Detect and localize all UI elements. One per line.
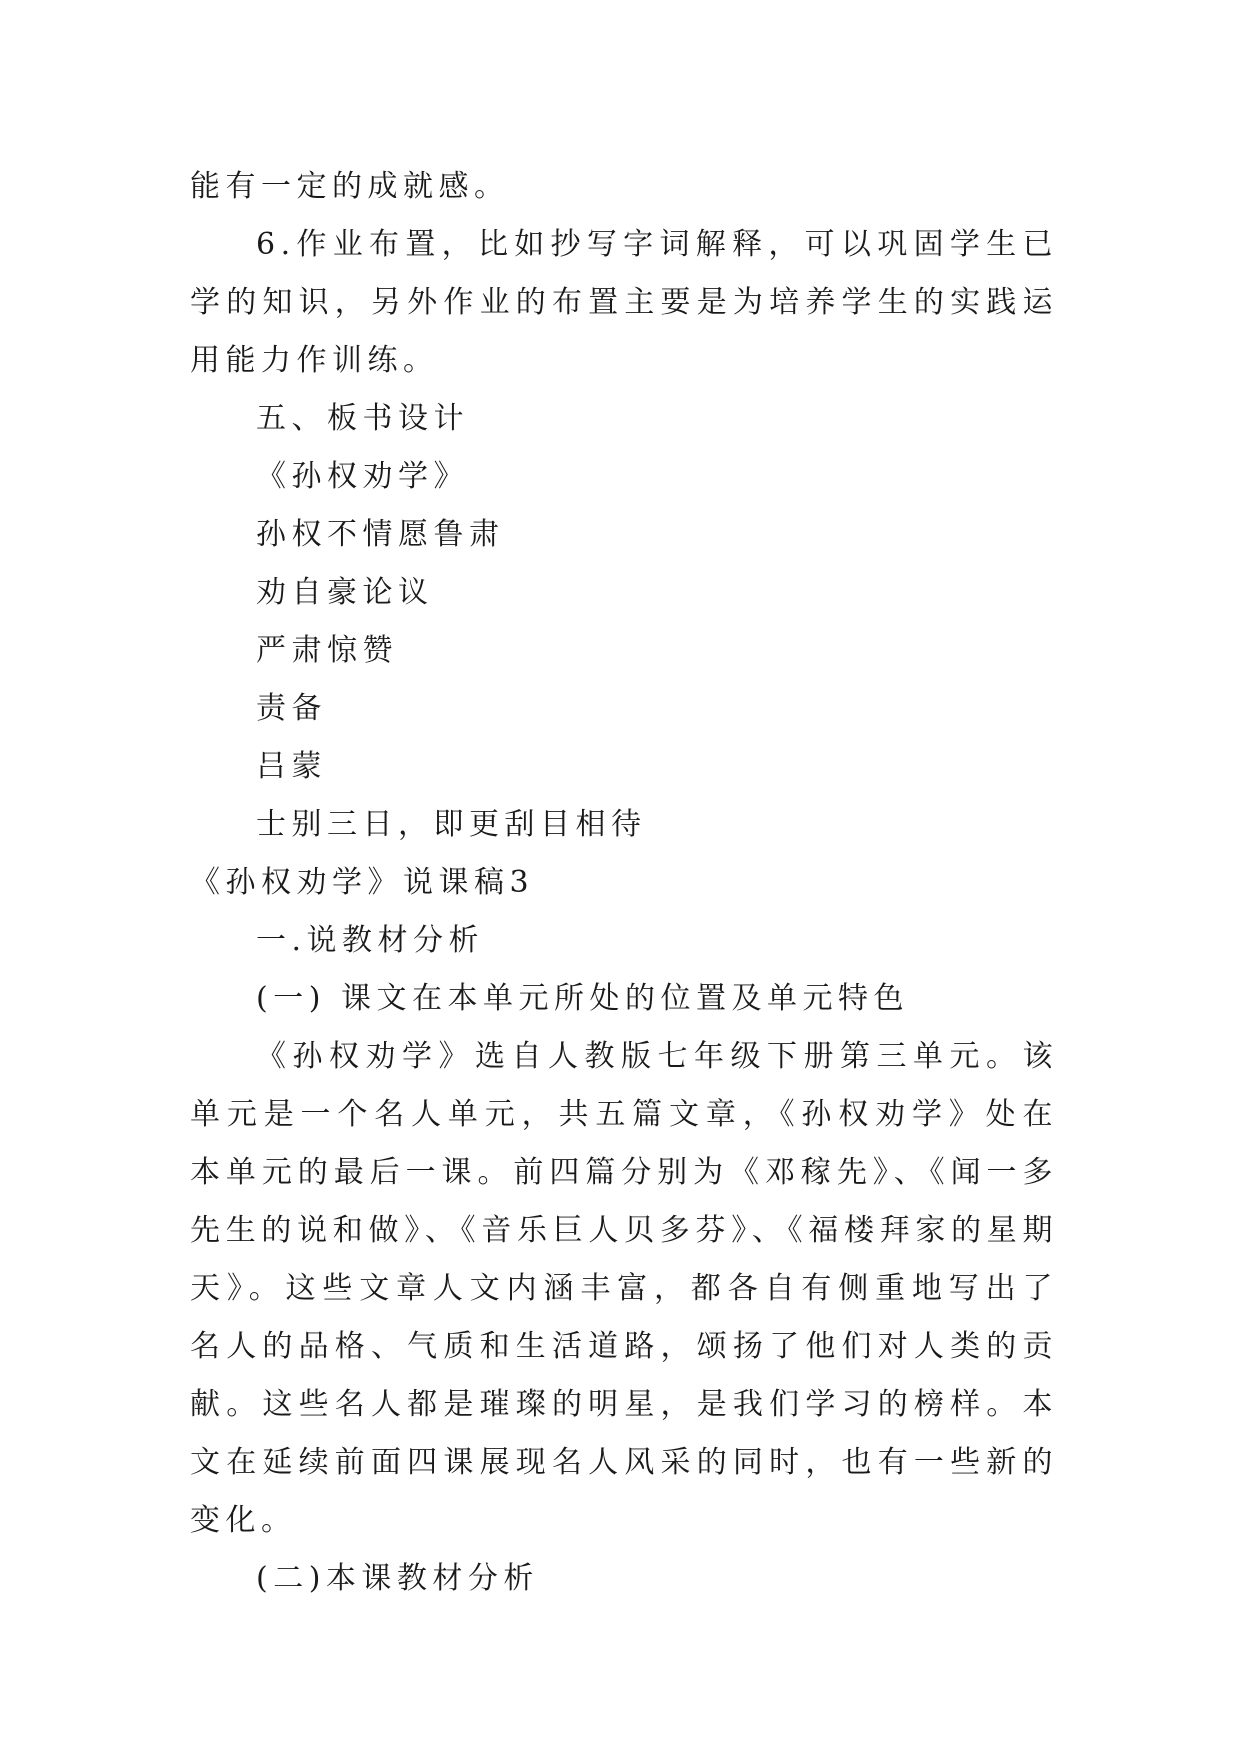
board-line: 吕蒙 <box>256 749 327 784</box>
subsection-heading: (二)本课教材分析 <box>256 1561 539 1596</box>
board-line: 孙权不情愿鲁肃 <box>256 517 505 552</box>
paragraph-unit-overview: 《孙权劝学》选自人教版七年级下册第三单元。该单元是一个名人单元，共五篇文章，《孙权劝学》处在本单元的最后一课。前四篇分别为《邓稼先》、《闻一多先生的说和做》、《音乐巨人贝多芬》、《福楼拜家的星期天》。这些文章人文内涵丰富，都各自有侧重地写出了名人的品格、气质和生活道路，颂扬了他们对人类的贡献。这些名人都是璀璨的明星，是我们学习的榜样。本文在延续前面四课展现名人风采的同时，也有一些新的变化。 <box>190 1039 1058 1538</box>
document-section-title: 《孙权劝学》说课稿3 <box>190 865 535 900</box>
subsection-heading: (一) 课文在本单元所处的位置及单元特色 <box>256 981 909 1016</box>
board-line: 严肃惊赞 <box>256 633 398 668</box>
board-line: 士别三日，即更刮目相待 <box>256 807 647 842</box>
section-heading-board-design: 五、板书设计 <box>256 401 469 436</box>
board-line-title: 《孙权劝学》 <box>256 459 469 494</box>
section-heading-textbook-analysis: 一.说教材分析 <box>256 923 485 958</box>
paragraph-homework: 6.作业布置，比如抄写字词解释，可以巩固学生已学的知识，另外作业的布置主要是为培养学生的实践运用能力作训练。 <box>190 227 1058 378</box>
document-body <box>190 158 1058 1608</box>
board-line: 劝自豪论议 <box>256 575 434 610</box>
board-line: 责备 <box>256 691 327 726</box>
paragraph-continuation: 能有一定的成就感。 <box>190 169 510 204</box>
